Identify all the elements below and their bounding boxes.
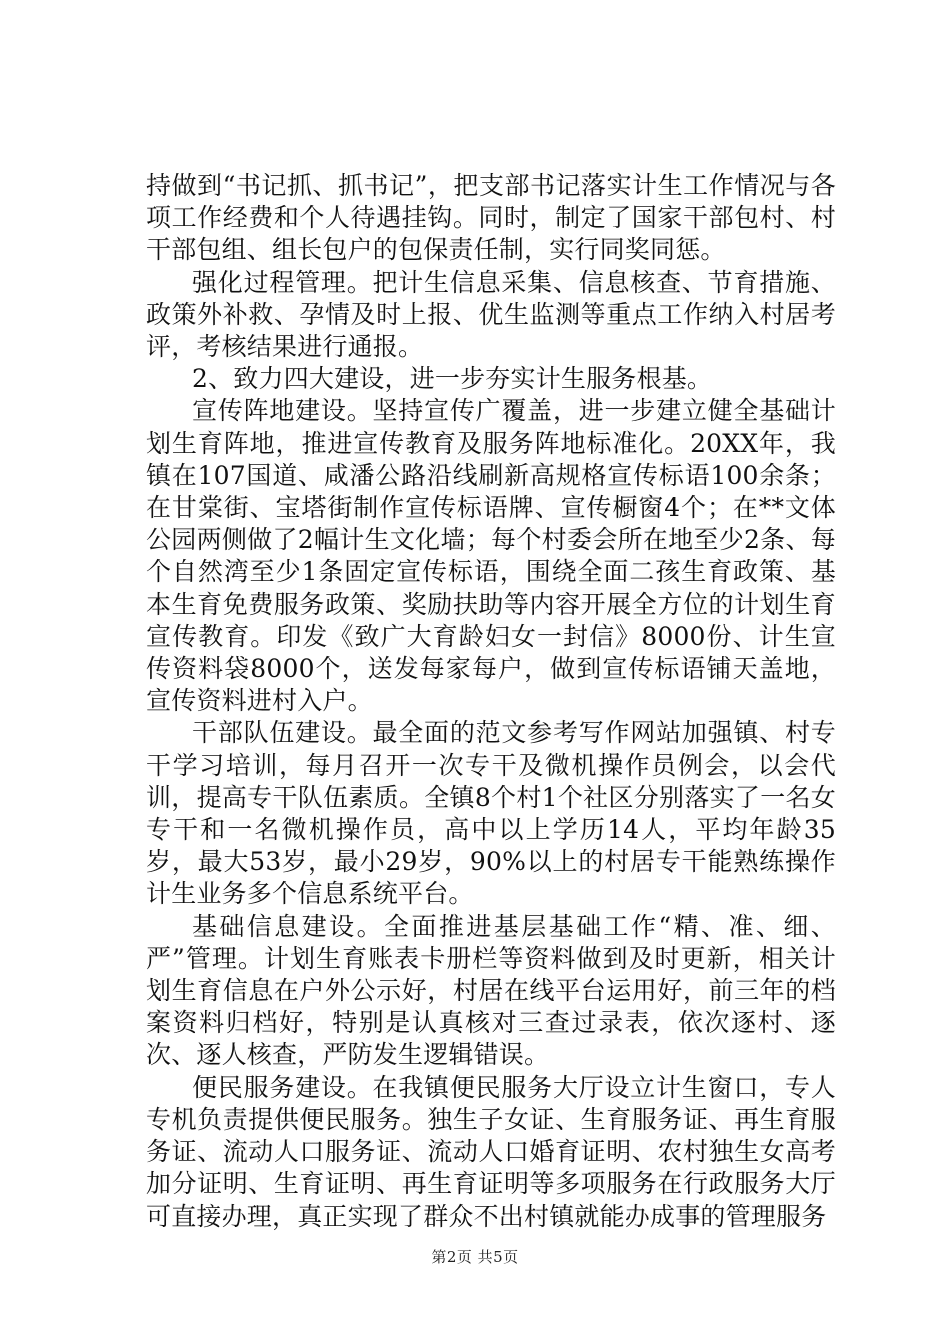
paragraph-2: 强化过程管理。把计生信息采集、信息核查、节育措施、政策外补救、孕情及时上报、优生监测等重点工作纳入村居考评，考核结果进行通报。 [146, 267, 836, 362]
paragraph-4: 宣传阵地建设。坚持宣传广覆盖，进一步建立健全基础计划生育阵地，推进宣传教育及服务阵地标准化。20XX年，我镇在107国道、咸潘公路沿线刷新高规格宣传标语100余条；在甘棠街、宝塔街制作宣传标语牌、宣传橱窗4个；在**文体公园两侧做了2幅计生文化墙；每个村委会所在地至少2条、每个自然湾至少1条固定宣传标语，围绕全面二孩生育政策、基本生育免费服务政策、奖励扶助等内容开展全方位的计划生育宣传教育。印发《致广大育龄妇女一封信》8000份、计生宣传资料袋8000个，送发每家每户，做到宣传标语铺天盖地，宣传资料进村入户。 [146, 396, 836, 716]
paragraph-7: 便民服务建设。在我镇便民服务大厅设立计生窗口，专人专机负责提供便民服务。独生子女证、生育服务证、再生育服务证、流动人口服务证、流动人口婚育证明、农村独生女高考加分证明、生育证明、再生育证明等多项服务在行政服务大厅可直接办理，真正实现了群众不出村镇就能办成事的管理服务 [146, 1072, 836, 1231]
paragraph-3: 2、致力四大建设，进一步夯实计生服务根基。 [192, 364, 713, 394]
paragraph-1: 持做到“书记抓、抓书记”，把支部书记落实计生工作情况与各项工作经费和个人待遇挂钩。同时，制定了国家干部包村、村干部包组、组长包户的包保责任制，实行同奖同惩。 [146, 171, 836, 265]
page-number-footer: 第2页 共5页 [431, 1248, 519, 1266]
document-body [146, 170, 836, 1233]
paragraph-5: 干部队伍建设。最全面的范文参考写作网站加强镇、村专干学习培训，每月召开一次专干及微机操作员例会，以会代训，提高专干队伍素质。全镇8个村1个社区分别落实了一名女专干和一名微机操作员，高中以上学历14人，平均年龄35岁，最大53岁，最小29岁，90%以上的村居专干能熟练操作计生业务多个信息系统平台。 [146, 718, 836, 909]
paragraph-6: 基础信息建设。全面推进基层基础工作“精、准、细、严”管理。计划生育账表卡册栏等资料做到及时更新，相关计划生育信息在户外公示好，村居在线平台运用好，前三年的档案资料归档好，特别是认真核对三查过录表，依次逐村、逐次、逐人核查，严防发生逻辑错误。 [146, 911, 836, 1070]
